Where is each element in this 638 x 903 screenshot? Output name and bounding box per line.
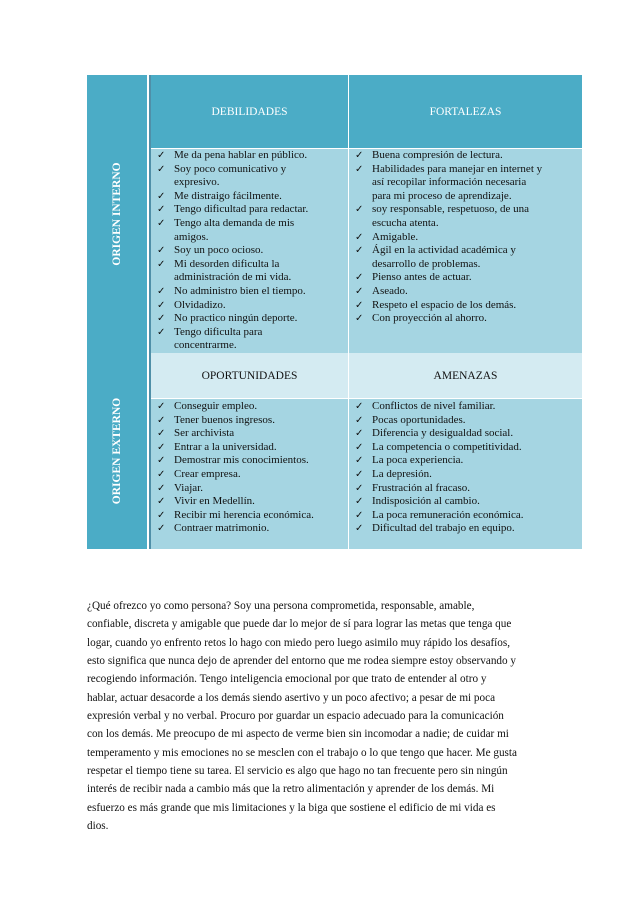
threats-item [351,427,581,441]
header-strengths [349,75,582,148]
check-icon: ✓ [355,299,364,311]
strengths-item [351,271,581,285]
weaknesses-item-text: concentrarme. [174,339,237,352]
opportunities-item-text: Demostrar mis conocimientos. [174,454,309,467]
check-icon: ✓ [355,523,364,535]
weaknesses-item-text: No administro bien el tiempo. [174,284,306,297]
weaknesses-item [153,244,347,258]
check-icon: ✓ [355,150,364,161]
weaknesses-item-text: amigos. [174,230,209,243]
header-threats-text: AMENAZAS [433,369,498,382]
weaknesses-item [153,163,347,190]
weaknesses-item-text: Tengo alta demanda de mis [174,216,295,229]
strengths-item-text: así recopilar información necesaria [372,176,527,189]
check-icon: ✓ [355,496,364,508]
check-icon: ✓ [157,441,166,453]
paragraph-line: temperamento y mis emociones no se mesclen con el trabajo o lo que tengo que hacer. Me gusta [87,746,517,759]
weaknesses-item [153,190,347,204]
opportunities-item [153,414,347,428]
weaknesses-item [153,299,347,313]
threats-item-text: La poca remuneración económica. [372,508,524,521]
check-icon: ✓ [157,482,166,494]
opportunities-item [153,400,347,414]
weaknesses-item [153,326,347,353]
threats-item [351,400,581,414]
check-icon: ✓ [355,482,364,494]
swot-table [87,75,582,549]
opportunities-item-text: Crear empresa. [174,467,241,480]
opportunities-item-text: Recibir mi herencia económica. [174,508,314,521]
weaknesses-cell [151,149,348,353]
check-icon: ✓ [355,245,364,257]
strengths-item [351,149,581,163]
strengths-item-text: Con proyección al ahorro. [372,312,487,325]
strengths-item-text: soy responsable, respetuoso, de una [372,203,530,216]
opportunities-item [153,509,347,523]
threats-item [351,468,581,482]
strengths-item-text: Ágil en la actividad académica y [372,244,516,257]
check-icon: ✓ [157,523,166,535]
threats-item-text: Diferencia y desigualdad social. [372,427,514,440]
check-icon: ✓ [157,163,166,175]
weaknesses-item-text: Tengo dificulta para [174,325,263,338]
strengths-item-text: Respeto el espacio de los demás. [372,298,517,311]
check-icon: ✓ [157,258,166,270]
header-weaknesses [151,75,348,148]
check-icon: ✓ [157,468,166,480]
threats-item-text: La depresión. [372,467,432,480]
strengths-item-text: escucha atenta. [372,216,439,229]
threats-item-text: Dificultad del trabajo en equipo. [372,522,515,535]
strengths-item-text: Buena compresión de lectura. [372,149,503,161]
opportunities-item [153,522,347,536]
header-opportunities-text: OPORTUNIDADES [201,369,298,382]
strengths-item [351,285,581,299]
opportunities-item [153,482,347,496]
opportunities-item-text: Entrar a la universidad. [174,440,277,453]
opportunities-item [153,468,347,482]
opportunities-item-text: Vivir en Medellín. [174,495,255,508]
check-icon: ✓ [355,163,364,175]
check-icon: ✓ [355,509,364,521]
opportunities-item [153,495,347,509]
header-strengths-text: FORTALEZAS [429,105,502,118]
check-icon: ✓ [157,204,166,216]
strengths-item [351,244,581,271]
check-icon: ✓ [157,455,166,467]
weaknesses-item [153,203,347,217]
check-icon: ✓ [157,245,166,257]
opportunities-list [153,400,347,536]
check-icon: ✓ [157,414,166,426]
weaknesses-item-text: Soy un poco ocioso. [174,244,264,257]
weaknesses-item-text: expresivo. [174,176,220,189]
threats-item [351,482,581,496]
paragraph-line: esto significa que nunca dejo de aprender del entorno que me rodea siempre estoy observando y [87,655,517,668]
strengths-cell [349,149,582,353]
strengths-item [351,299,581,313]
weaknesses-item-text: Tengo dificultad para redactar. [174,203,309,216]
strengths-item [351,231,581,245]
strengths-list [351,149,581,326]
weaknesses-item-text: Me da pena hablar en público. [174,149,308,161]
paragraph-line: respetar el tiempo tiene su tarea. El servicio es algo que hago no tan frecuente pero sin ningún [87,765,508,778]
check-icon: ✓ [157,313,166,325]
check-icon: ✓ [355,285,364,297]
threats-item-text: Pocas oportunidades. [372,413,466,426]
check-icon: ✓ [157,428,166,440]
check-icon: ✓ [355,428,364,440]
threats-item-text: Frustración al fracaso. [372,481,471,494]
opportunities-item-text: Viajar. [174,481,203,494]
header-weaknesses-text: DEBILIDADES [211,105,288,118]
weaknesses-item-text: No practico ningún deporte. [174,312,298,325]
threats-item [351,522,581,536]
check-icon: ✓ [157,217,166,229]
threats-item [351,509,581,523]
paragraph-line: recogiendo información. Tengo inteligencia emocional por que trato de entender al otro y [87,673,487,686]
threats-item [351,414,581,428]
strengths-item-text: Amigable. [372,230,419,243]
weaknesses-item [153,217,347,244]
paragraph-line: confiable, discreta y amigable que puede dar lo mejor de sí para lograr las metas que tenga que [87,618,512,631]
check-icon: ✓ [157,401,166,412]
paragraph-line: hablar, actuar desacorde a los demás siendo asertivo y un poco afectivo; a pesar de mi poca [87,691,496,704]
opportunities-item [153,427,347,441]
opportunities-item-text: Tener buenos ingresos. [174,413,275,426]
threats-item-text: La competencia o competitividad. [372,440,522,453]
strengths-item-text: Aseado. [372,284,408,297]
threats-item [351,441,581,455]
check-icon: ✓ [355,468,364,480]
check-icon: ✓ [157,299,166,311]
strengths-item-text: Habilidades para manejar en internet y [372,162,543,175]
check-icon: ✓ [157,326,166,338]
weaknesses-item [153,285,347,299]
opportunities-item-text: Contraer matrimonio. [174,522,270,535]
threats-list [351,400,581,536]
side-label-external: ORIGEN EXTERNO [111,397,123,505]
header-threats [349,353,582,398]
side-label-internal: ORIGEN INTERNO [111,162,123,266]
check-icon: ✓ [355,401,364,412]
check-icon: ✓ [355,441,364,453]
check-icon: ✓ [157,285,166,297]
paragraph-line: dios. [87,820,109,833]
paragraph-line: ¿Qué ofrezco yo como persona? Soy una persona comprometida, responsable, amable, [87,600,475,612]
threats-cell [349,399,582,549]
paragraph-line: esfuerzo es más grande que mis limitaciones y la biga que sostiene el edificio de mi vida es [87,801,496,814]
threats-item-text: Indisposición al cambio. [372,495,480,508]
strengths-item [351,203,581,230]
paragraph-line: expresión verbal y no verbal. Procuro por guardar un espacio adecuado para la comunicación [87,710,504,723]
strengths-item-text: para mi proceso de aprendizaje. [372,189,512,202]
weaknesses-list [153,149,347,353]
paragraph-line: interés de recibir nada a cambio más que la retro alimentación y aprender de los demás. Mi [87,783,495,796]
weaknesses-item-text: administración de mi vida. [174,271,292,284]
threats-item [351,495,581,509]
check-icon: ✓ [355,313,364,325]
weaknesses-item-text: Olvidadizo. [174,298,226,311]
opportunities-item [153,441,347,455]
weaknesses-item [153,258,347,285]
strengths-item [351,163,581,204]
weaknesses-item-text: Me distraigo fácilmente. [174,189,282,202]
check-icon: ✓ [355,272,364,284]
check-icon: ✓ [355,231,364,243]
strengths-item-text: desarrollo de problemas. [372,257,481,270]
weaknesses-item [153,312,347,326]
opportunities-item [153,454,347,468]
weaknesses-item [153,149,347,163]
paragraph-line: logar, cuando yo enfrento retos lo hago con miedo pero luego asimilo muy rápido los desafíos, [87,636,511,649]
check-icon: ✓ [355,455,364,467]
paragraph-line: con los demás. Me preocupo de mi aspecto de verme bien sin incomodar a nadie; de cuidar mi [87,728,509,741]
check-icon: ✓ [355,414,364,426]
side-label-internal-cell [87,75,147,353]
check-icon: ✓ [157,150,166,161]
opportunities-item-text: Conseguir empleo. [174,400,258,412]
check-icon: ✓ [157,509,166,521]
strengths-item [351,312,581,326]
self-description-paragraph [87,597,555,835]
weaknesses-item-text: Mi desorden dificulta la [174,257,280,270]
check-icon: ✓ [157,496,166,508]
header-opportunities [151,353,348,398]
strengths-item-text: Pienso antes de actuar. [372,271,472,284]
check-icon: ✓ [157,190,166,202]
weaknesses-item-text: Soy poco comunicativo y [174,162,287,175]
threats-item [351,454,581,468]
threats-item-text: Conflictos de nivel familiar. [372,400,496,412]
opportunities-item-text: Ser archivista [174,427,235,440]
threats-item-text: La poca experiencia. [372,454,464,467]
side-label-external-cell [87,353,147,549]
opportunities-cell [151,399,348,549]
check-icon: ✓ [355,204,364,216]
